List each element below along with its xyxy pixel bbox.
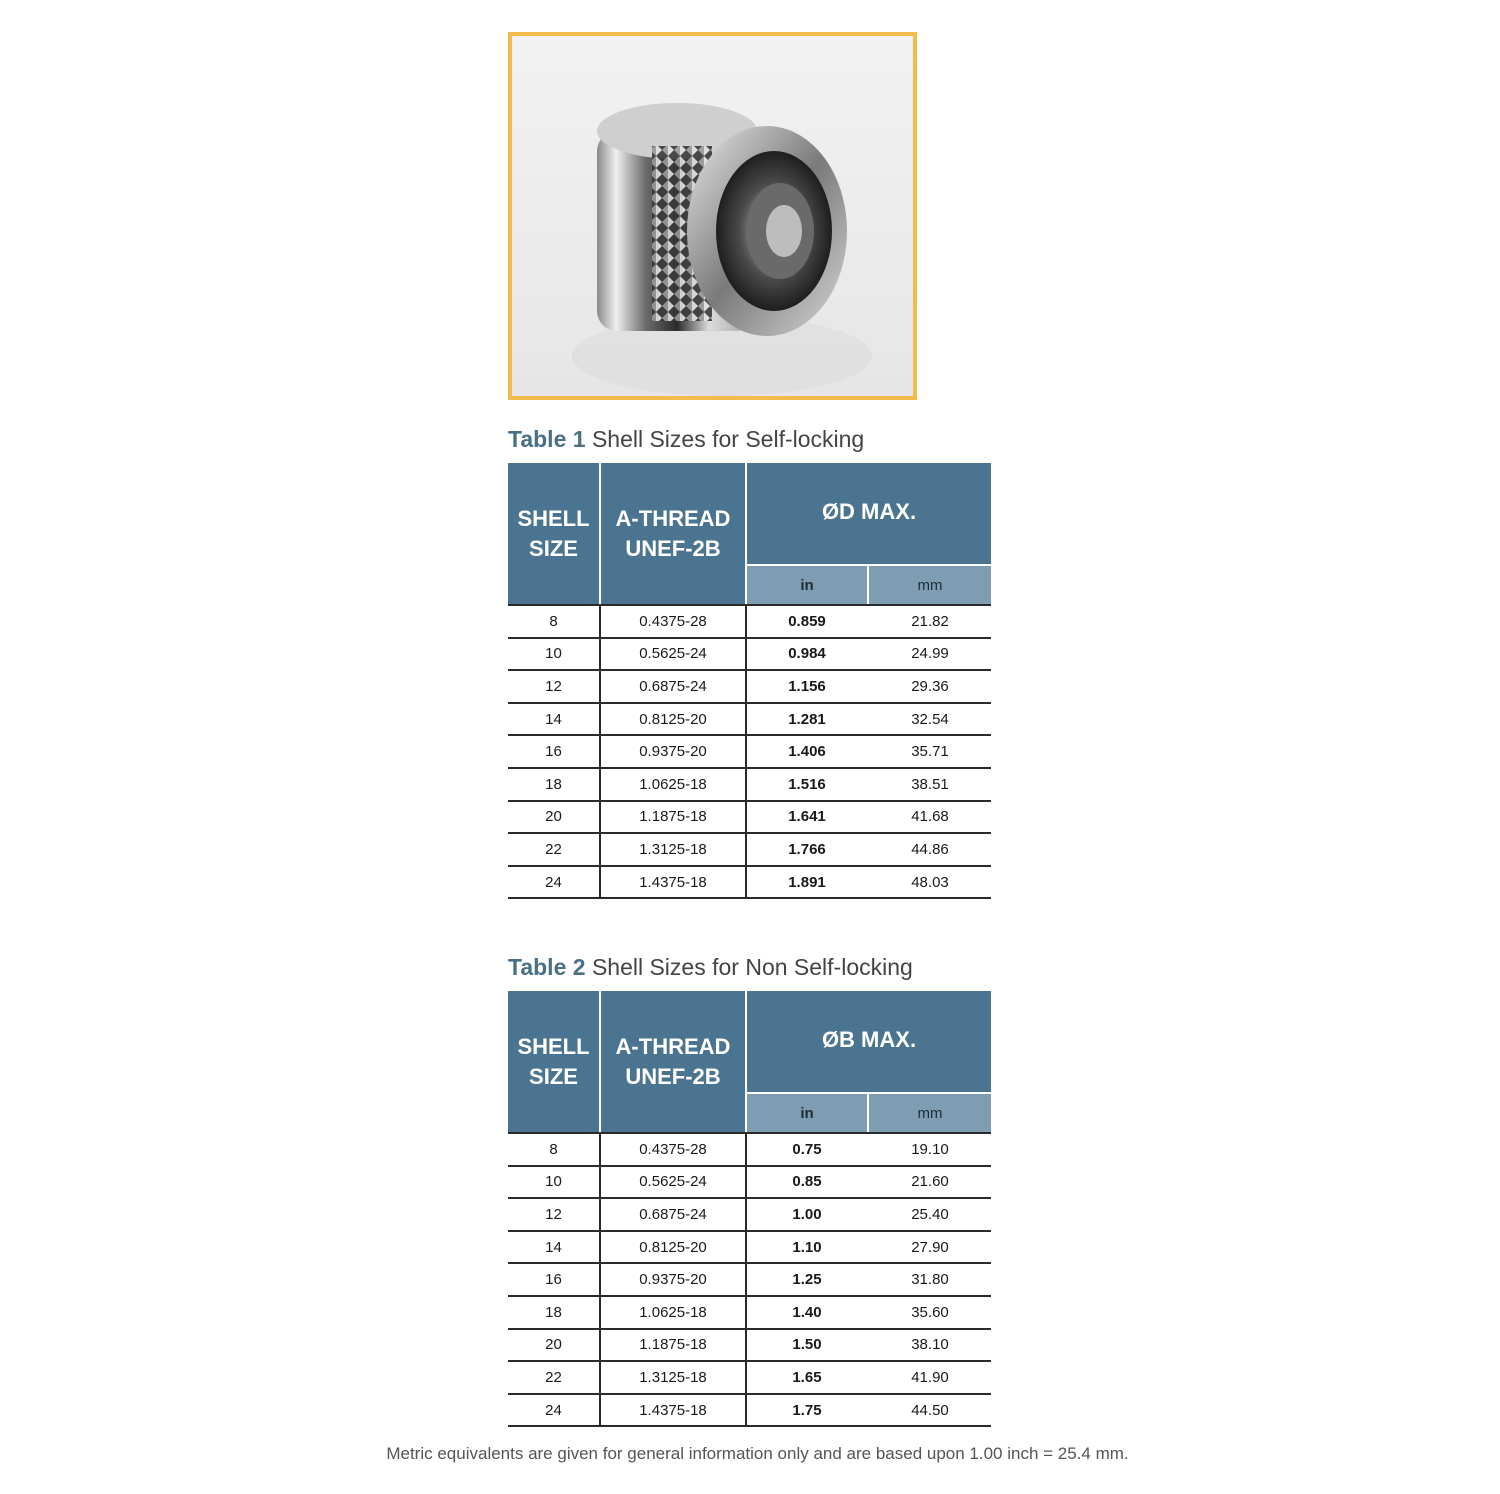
cell-dia-mm: 31.80 [911, 1271, 949, 1289]
cell-a-thread: 1.1875-18 [639, 808, 707, 826]
header-a-thread: A-THREAD UNEF-2B [601, 991, 745, 1132]
cell-shell-size: 20 [545, 1336, 562, 1354]
cell-dia-mm: 19.10 [911, 1140, 949, 1158]
cell-dia-mm: 38.10 [911, 1336, 949, 1354]
cell-dia-in: 0.75 [792, 1140, 822, 1158]
cell-a-thread: 0.9375-20 [639, 1271, 707, 1289]
cell-shell-size: 22 [545, 1368, 562, 1386]
cell-dia-mm: 44.50 [911, 1401, 949, 1419]
cell-shell-size: 14 [545, 1238, 562, 1256]
table-row [508, 1362, 991, 1395]
header-shell-size: SHELL SIZE [508, 991, 599, 1132]
table-row [508, 671, 991, 704]
header-unit-in: in [747, 566, 867, 604]
cell-shell-size: 24 [545, 1401, 562, 1419]
cell-dia-mm: 35.71 [911, 743, 949, 761]
table1-header [508, 463, 991, 606]
cell-shell-size: 14 [545, 710, 562, 728]
table2-caption-number: Table 2 [508, 954, 586, 980]
cell-a-thread: 0.6875-24 [639, 1205, 707, 1223]
cell-shell-size: 20 [545, 808, 562, 826]
header-diameter-max [747, 463, 991, 564]
cell-dia-in: 1.766 [788, 840, 826, 858]
cell-shell-size: 12 [545, 1205, 562, 1223]
table2 [508, 991, 991, 1427]
cell-dia-mm: 27.90 [911, 1238, 949, 1256]
cell-a-thread: 0.5625-24 [639, 1173, 707, 1191]
header-shell-size: SHELL SIZE [508, 463, 599, 604]
cell-a-thread: 1.1875-18 [639, 1336, 707, 1354]
cell-shell-size: 8 [549, 612, 558, 630]
cell-a-thread: 0.4375-28 [639, 1140, 707, 1158]
cell-dia-in: 1.65 [792, 1368, 822, 1386]
cell-a-thread: 1.4375-18 [639, 1401, 707, 1419]
table-row [508, 867, 991, 900]
table-row [508, 1199, 991, 1232]
cell-dia-mm: 25.40 [911, 1205, 949, 1223]
cell-dia-in: 0.984 [788, 645, 826, 663]
cell-shell-size: 18 [545, 1303, 562, 1321]
cell-shell-size: 12 [545, 677, 562, 695]
header-diameter-label: ØD MAX. [821, 498, 917, 524]
table-row [508, 1232, 991, 1265]
cell-a-thread: 1.4375-18 [639, 873, 707, 891]
header-unit-mm: mm [869, 566, 991, 604]
cell-dia-mm: 41.90 [911, 1368, 949, 1386]
cell-dia-in: 1.641 [788, 808, 826, 826]
cell-dia-mm: 48.03 [911, 873, 949, 891]
table-row [508, 1395, 991, 1428]
header-unit-in: in [747, 1094, 867, 1132]
table-row [508, 606, 991, 639]
table-row [508, 802, 991, 835]
table-row [508, 736, 991, 769]
cell-shell-size: 22 [545, 840, 562, 858]
cell-a-thread: 1.3125-18 [639, 1368, 707, 1386]
table-row [508, 1167, 991, 1200]
table2-caption-text: Shell Sizes for Non Self-locking [591, 954, 913, 980]
table1-caption-text: Shell Sizes for Self-locking [591, 426, 865, 452]
cell-a-thread: 1.3125-18 [639, 840, 707, 858]
cell-dia-in: 0.85 [792, 1173, 822, 1191]
table-row [508, 834, 991, 867]
cell-dia-in: 1.25 [792, 1271, 822, 1289]
cell-dia-mm: 38.51 [911, 775, 949, 793]
cell-shell-size: 18 [545, 775, 562, 793]
cell-dia-mm: 41.68 [911, 808, 949, 826]
header-a-thread: A-THREAD UNEF-2B [601, 463, 745, 604]
cell-a-thread: 0.5625-24 [639, 645, 707, 663]
cell-dia-in: 1.516 [788, 775, 826, 793]
cell-shell-size: 10 [545, 645, 562, 663]
cell-a-thread: 0.6875-24 [639, 677, 707, 695]
cell-a-thread: 1.0625-18 [639, 775, 707, 793]
connector-backshell-photo [512, 36, 913, 396]
table1-body [508, 606, 991, 899]
cell-dia-in: 1.40 [792, 1303, 822, 1321]
table-row [508, 1134, 991, 1167]
cell-shell-size: 16 [545, 743, 562, 761]
cell-shell-size: 24 [545, 873, 562, 891]
cell-dia-in: 1.281 [788, 710, 826, 728]
cell-dia-in: 1.10 [792, 1238, 822, 1256]
cell-dia-mm: 21.60 [911, 1173, 949, 1191]
table2-header [508, 991, 991, 1134]
cell-dia-mm: 44.86 [911, 840, 949, 858]
header-diameter-max [747, 991, 991, 1092]
table2-caption [508, 954, 913, 981]
cell-a-thread: 0.8125-20 [639, 710, 707, 728]
cell-a-thread: 1.0625-18 [639, 1303, 707, 1321]
footnote: Metric equivalents are given for general information only and are based upon 1.00 inch = 25.4 mm. [386, 1444, 1129, 1463]
table1-caption [508, 426, 864, 453]
cell-dia-in: 1.75 [792, 1401, 822, 1419]
cell-dia-in: 1.156 [788, 677, 826, 695]
table-row [508, 1330, 991, 1363]
table-row [508, 704, 991, 737]
cell-a-thread: 0.4375-28 [639, 612, 707, 630]
table2-body [508, 1134, 991, 1427]
cell-shell-size: 8 [549, 1140, 558, 1158]
cell-dia-in: 1.50 [792, 1336, 822, 1354]
cell-dia-mm: 35.60 [911, 1303, 949, 1321]
cell-dia-mm: 29.36 [911, 677, 949, 695]
cell-dia-in: 0.859 [788, 612, 826, 630]
product-photo [508, 32, 917, 400]
table-row [508, 769, 991, 802]
cell-a-thread: 0.8125-20 [639, 1238, 707, 1256]
header-diameter-label: ØB MAX. [821, 1026, 917, 1052]
table-row [508, 1264, 991, 1297]
table-row [508, 1297, 991, 1330]
cell-shell-size: 10 [545, 1173, 562, 1191]
cell-dia-mm: 32.54 [911, 710, 949, 728]
cell-dia-mm: 21.82 [911, 612, 949, 630]
cell-dia-in: 1.891 [788, 873, 826, 891]
table1 [508, 463, 991, 899]
cell-dia-mm: 24.99 [911, 645, 949, 663]
table-row [508, 639, 991, 672]
table1-caption-number: Table 1 [508, 426, 586, 452]
cell-shell-size: 16 [545, 1271, 562, 1289]
header-unit-mm: mm [869, 1094, 991, 1132]
cell-a-thread: 0.9375-20 [639, 743, 707, 761]
cell-dia-in: 1.406 [788, 743, 826, 761]
cell-dia-in: 1.00 [792, 1205, 822, 1223]
